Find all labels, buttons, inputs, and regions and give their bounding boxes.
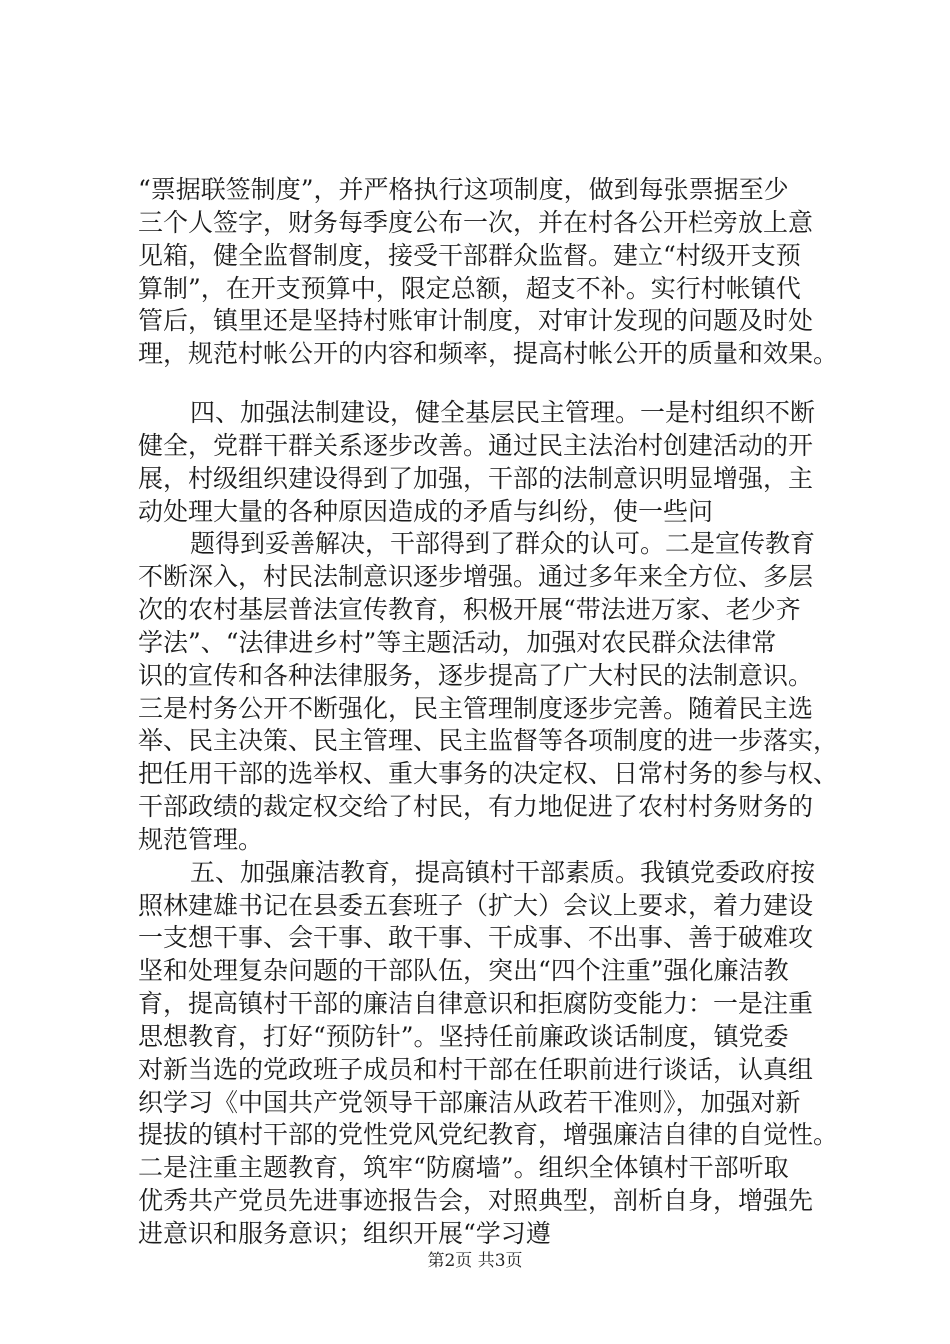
body-line: 规范管理。 [138,825,264,854]
body-line: 坚和处理复杂问题的干部队伍，突出“四个注重”强化廉洁教 [138,956,789,985]
body-line: 学法”、“法律进乡村”等主题活动，加强对农民群众法律常 [138,628,777,657]
body-line: 干部政绩的裁定权交给了村民，有力地促进了农村村务财务的 [138,792,814,821]
body-line: 题得到妥善解决，干部得到了群众的认可。二是宣传教育 [190,529,816,558]
body-line: 织学习《中国共产党领导干部廉洁从政若干准则》，加强对新 [138,1088,801,1117]
body-line: 算制”，在开支预算中，限定总额，超支不补。实行村帐镇代 [138,274,801,303]
body-line: 次的农村基层普法宣传教育，积极开展“带法进万家、老少齐 [138,595,801,624]
body-line: 管后，镇里还是坚持村账审计制度，对审计发现的问题及时处 [138,306,814,335]
body-line: 识的宣传和各种法律服务，逐步提高了广大村民的法制意识。 [138,661,814,690]
body-line: 照林建雄书记在县委五套班子（扩大）会议上要求，着力建设 [138,891,814,920]
body-line: 提拔的镇村干部的党性党风党纪教育，增强廉洁自律的自觉性。 [138,1120,839,1149]
body-line: 展，村级组织建设得到了加强，干部的法制意识明显增强，主 [138,464,814,493]
body-line: 理，规范村帐公开的内容和频率，提高村帐公开的质量和效果。 [138,339,839,368]
body-line: “票据联签制度”，并严格执行这项制度，做到每张票据至少 [138,175,789,204]
body-line: 举、民主决策、民主管理、民主监督等各项制度的进一步落实， [138,726,839,755]
body-line: 思想教育，打好“预防针”。坚持任前廉政谈话制度，镇党委 [138,1022,789,1051]
body-line: 进意识和服务意识；组织开展“学习遵 [138,1219,551,1248]
body-line: 优秀共产党员先进事迹报告会，对照典型，剖析自身，增强先 [138,1186,814,1215]
body-line: 把任用干部的选举权、重大事务的决定权、日常村务的参与权、 [138,759,839,788]
body-line: 二是注重主题教育，筑牢“防腐墙”。组织全体镇村干部听取 [138,1153,789,1182]
body-line: 三是村务公开不断强化，民主管理制度逐步完善。随着民主选 [138,694,814,723]
body-line: 一支想干事、会干事、敢干事、干成事、不出事、善于破难攻 [138,923,814,952]
body-line: 不断深入，村民法制意识逐步增强。通过多年来全方位、多层 [138,562,814,591]
section-five-heading-line: 五、加强廉洁教育，提高镇村干部素质。我镇党委政府按 [190,858,816,887]
section-four-heading-line: 四、加强法制建设，健全基层民主管理。一是村组织不断 [190,398,816,427]
body-line: 健全，党群干群关系逐步改善。通过民主法治村创建活动的开 [138,431,814,460]
page-footer: 第2页 共3页 [427,1251,523,1271]
body-line: 对新当选的党政班子成员和村干部在任职前进行谈话，认真组 [138,1055,814,1084]
body-line: 育，提高镇村干部的廉洁自律意识和拒腐防变能力：一是注重 [138,989,814,1018]
body-line: 三个人签字，财务每季度公布一次，并在村各公开栏旁放上意 [138,208,814,237]
body-line: 动处理大量的各种原因造成的矛盾与纠纷，使一些问 [138,497,714,526]
body-line: 见箱，健全监督制度，接受干部群众监督。建立“村级开支预 [138,241,801,270]
